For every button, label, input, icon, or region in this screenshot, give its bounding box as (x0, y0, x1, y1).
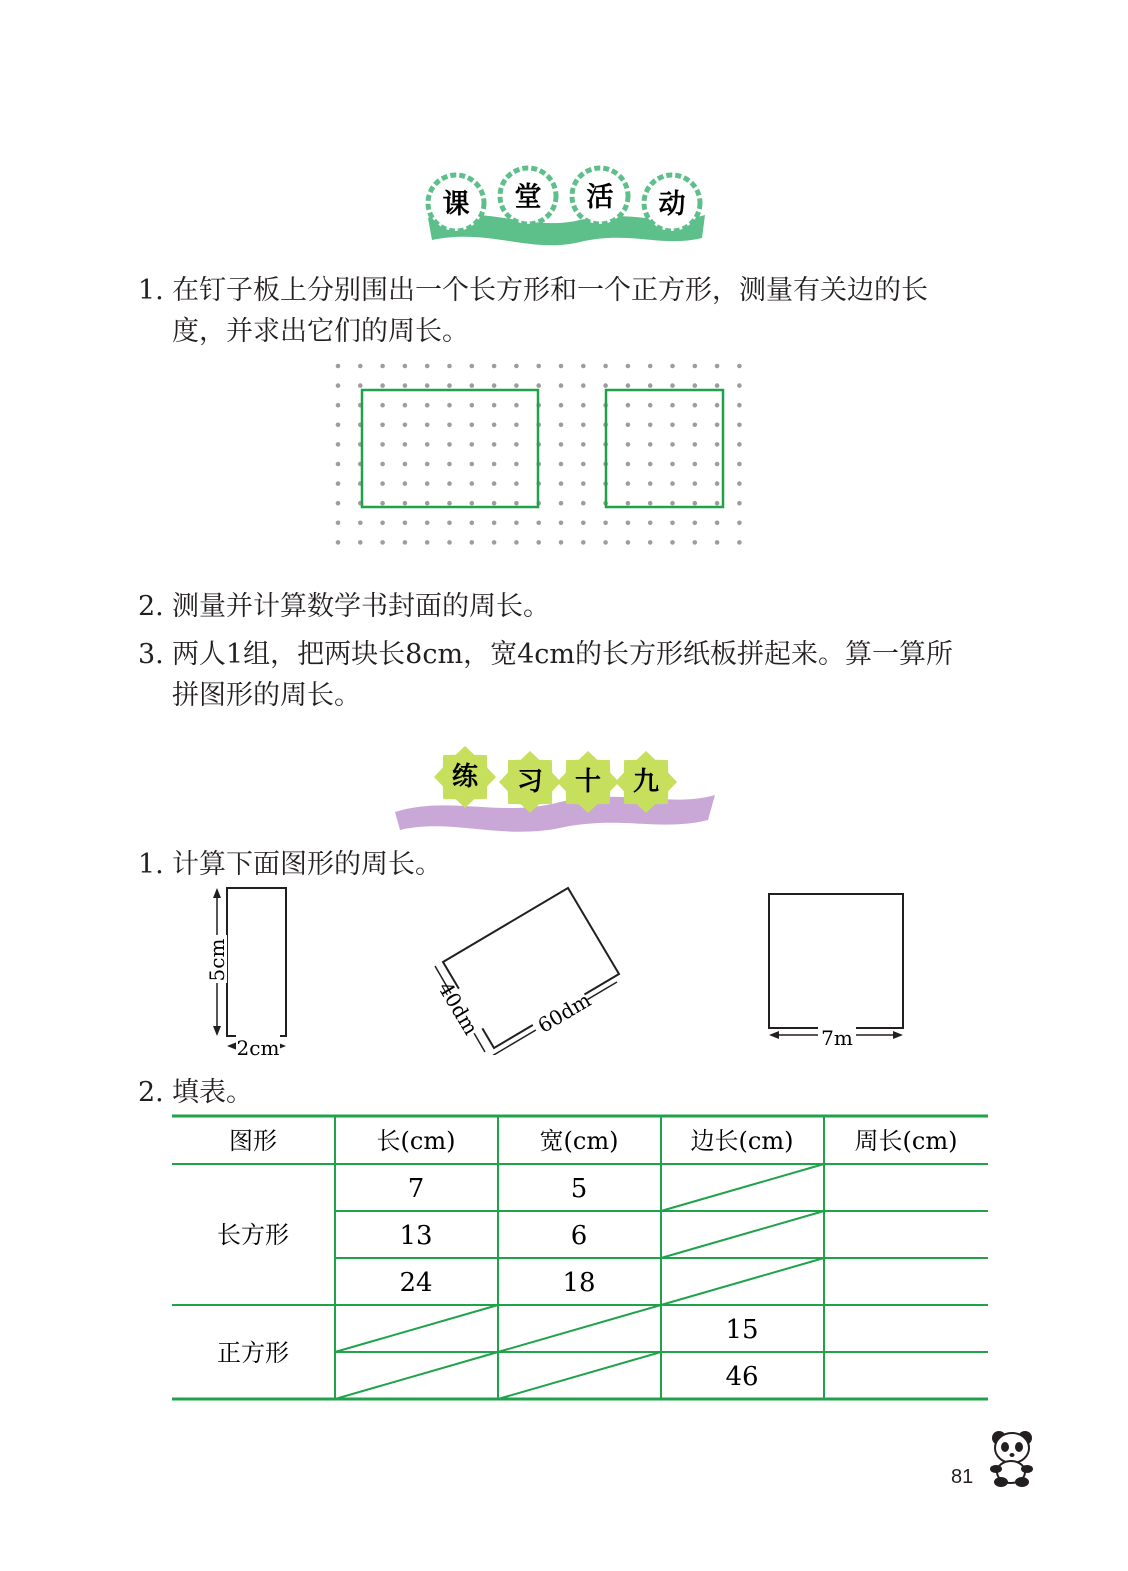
peg-dot (336, 540, 341, 545)
peg-dot (425, 481, 430, 486)
table-header-side: 边长(cm) (690, 1127, 794, 1155)
peg-dot (693, 364, 698, 369)
peg-dot (470, 501, 475, 506)
peg-dot (536, 540, 541, 545)
peg-dot (626, 403, 631, 408)
table-header-perimeter: 周长(cm) (854, 1127, 958, 1155)
peg-dot (715, 403, 720, 408)
peg-dot (626, 364, 631, 369)
peg-dot (715, 442, 720, 447)
peg-dot (559, 383, 564, 388)
peg-dot (581, 462, 586, 467)
page-number: 81 (951, 1466, 974, 1488)
peg-dot (670, 521, 675, 526)
peg-dot (693, 442, 698, 447)
peg-dot (715, 383, 720, 388)
peg-dot (559, 540, 564, 545)
peg-dot (336, 403, 341, 408)
peg-dot (715, 540, 720, 545)
peg-dot (403, 501, 408, 506)
peg-dot (581, 383, 586, 388)
peg-dot (559, 403, 564, 408)
peg-dot (715, 501, 720, 506)
peg-dot (715, 364, 720, 369)
exercise-q2-number: 2. (138, 1077, 164, 1108)
peg-dot (559, 442, 564, 447)
peg-dot (492, 364, 497, 369)
peg-dot (670, 364, 675, 369)
peg-dot (648, 442, 653, 447)
exercise-q2-text: 填表。 (172, 1077, 253, 1108)
exercise-char-3: 十 (574, 767, 602, 797)
peg-dot (492, 442, 497, 447)
peg-dot (693, 462, 698, 467)
peg-dot (670, 481, 675, 486)
peg-dot (447, 501, 452, 506)
peg-dot (425, 501, 430, 506)
peg-dot (648, 501, 653, 506)
peg-dot (648, 540, 653, 545)
peg-dot (648, 403, 653, 408)
peg-dot (648, 423, 653, 428)
peg-dot (447, 481, 452, 486)
peg-dot (514, 501, 519, 506)
pegboard-rectangle (362, 390, 538, 507)
peg-dot (380, 501, 385, 506)
peg-dot (715, 481, 720, 486)
peg-dot (403, 462, 408, 467)
peg-dot (514, 383, 519, 388)
table-rect3-width: 18 (562, 1268, 596, 1298)
peg-dot (403, 442, 408, 447)
peg-dot (626, 521, 631, 526)
peg-dot (581, 540, 586, 545)
activity-item-2-number: 2. (138, 591, 164, 622)
peg-dot (492, 540, 497, 545)
peg-dot (514, 403, 519, 408)
figure3-side-label: 7m (821, 1026, 853, 1050)
peg-dot (403, 403, 408, 408)
peg-dot (581, 521, 586, 526)
figure2-side-a-label: 40dm (433, 977, 484, 1039)
peg-dot (336, 364, 341, 369)
peg-dot (336, 501, 341, 506)
exercise-q2 (138, 1074, 253, 1112)
peg-dot (492, 521, 497, 526)
peg-dot (403, 540, 408, 545)
activity-item-3-line2: 拼图形的周长。 (172, 680, 361, 711)
peg-dot (737, 383, 742, 388)
peg-dot (603, 540, 608, 545)
peg-dot (648, 383, 653, 388)
peg-dot (470, 383, 475, 388)
peg-dot (470, 423, 475, 428)
peg-dot (670, 501, 675, 506)
exercise-q1 (138, 846, 442, 884)
peg-dot (626, 383, 631, 388)
peg-dot (425, 540, 430, 545)
peg-dot (670, 462, 675, 467)
peg-dot (737, 364, 742, 369)
peg-dot (581, 364, 586, 369)
table-header-shape: 图形 (229, 1127, 277, 1155)
exercise-q1-number: 1. (138, 849, 164, 880)
peg-dot (380, 383, 385, 388)
peg-dot (626, 481, 631, 486)
peg-dot (626, 462, 631, 467)
table-rect-label: 长方形 (217, 1221, 289, 1249)
peg-dot (559, 501, 564, 506)
activity-item-2-text: 测量并计算数学书封面的周长。 (172, 591, 550, 622)
peg-dot (737, 462, 742, 467)
peg-dot (514, 481, 519, 486)
peg-dot (514, 540, 519, 545)
peg-dot (447, 462, 452, 467)
activity-item-3-number: 3. (138, 639, 164, 670)
peg-dot (648, 481, 653, 486)
peg-dot (425, 462, 430, 467)
peg-dot (737, 442, 742, 447)
peg-dot (693, 501, 698, 506)
activity-char-4: 动 (658, 189, 686, 220)
pegboard-square (606, 390, 723, 507)
peg-dot (693, 423, 698, 428)
peg-dot (380, 462, 385, 467)
peg-dot (403, 423, 408, 428)
peg-dot (425, 364, 430, 369)
peg-dot (470, 403, 475, 408)
peg-dot (670, 442, 675, 447)
peg-dot (425, 423, 430, 428)
peg-dot (581, 442, 586, 447)
peg-dot (559, 462, 564, 467)
peg-dot (403, 521, 408, 526)
peg-dot (470, 462, 475, 467)
peg-dot (670, 423, 675, 428)
peg-dot (715, 521, 720, 526)
peg-dot (514, 442, 519, 447)
peg-dot (336, 481, 341, 486)
peg-dot (536, 383, 541, 388)
table-rect1-width: 5 (570, 1174, 588, 1204)
peg-dot (470, 521, 475, 526)
activity-item-1-line2: 度，并求出它们的周长。 (172, 316, 469, 347)
peg-dot (514, 423, 519, 428)
figure1-height-label: 5cm (205, 938, 229, 982)
figure-square (760, 885, 915, 1055)
peg-dot (648, 364, 653, 369)
peg-dot (447, 403, 452, 408)
peg-dot (603, 521, 608, 526)
peg-dot (603, 383, 608, 388)
table-square1-side: 15 (725, 1315, 759, 1345)
peg-dot (492, 501, 497, 506)
table-grid (172, 1116, 988, 1399)
table-rect2-length: 13 (399, 1221, 433, 1251)
activity-item-2 (138, 588, 550, 626)
peg-dot (670, 403, 675, 408)
peg-dot (670, 540, 675, 545)
peg-dot (380, 442, 385, 447)
panda-mascot-icon (985, 1425, 1040, 1490)
peg-dot (581, 481, 586, 486)
exercise-char-4: 九 (632, 767, 660, 797)
peg-dot (380, 481, 385, 486)
figure1-width-label: 2cm (236, 1036, 280, 1060)
peg-dot (693, 481, 698, 486)
peg-dot (336, 521, 341, 526)
peg-dot (403, 383, 408, 388)
figure-rectangle-rotated (425, 880, 630, 1055)
peg-dot (559, 423, 564, 428)
peg-dot (336, 423, 341, 428)
peg-dot (536, 364, 541, 369)
activity-item-1-text: 在钉子板上分别围出一个长方形和一个正方形，测量有关边的长 (172, 275, 928, 306)
peg-dot (737, 403, 742, 408)
activity-char-1: 课 (442, 189, 470, 220)
peg-dot (626, 540, 631, 545)
peg-dot (336, 442, 341, 447)
peg-dot (380, 540, 385, 545)
activity-item-1-number: 1. (138, 275, 164, 306)
peg-dot (559, 364, 564, 369)
peg-dot (380, 521, 385, 526)
peg-dot (447, 540, 452, 545)
peg-dot (603, 364, 608, 369)
peg-dot (380, 364, 385, 369)
peg-dot (626, 442, 631, 447)
activity-char-2: 堂 (514, 182, 542, 213)
table-rect3-length: 24 (399, 1268, 433, 1298)
table-header-width: 宽(cm) (539, 1127, 619, 1155)
peg-dot (380, 423, 385, 428)
peg-dot (648, 462, 653, 467)
peg-dot (492, 383, 497, 388)
exercise-char-2: 习 (516, 767, 544, 797)
pegboard-figure (325, 355, 755, 565)
peg-dot (693, 403, 698, 408)
peg-dot (648, 521, 653, 526)
peg-dot (447, 364, 452, 369)
peg-dot (581, 403, 586, 408)
peg-dot (737, 501, 742, 506)
peg-dot (358, 540, 363, 545)
figure-rectangle-tall (195, 880, 305, 1065)
table-square2-side: 46 (725, 1362, 759, 1392)
peg-dot (425, 442, 430, 447)
peg-dot (737, 521, 742, 526)
peg-dot (514, 364, 519, 369)
peg-dot (403, 364, 408, 369)
peg-dot (514, 462, 519, 467)
peg-dot (626, 423, 631, 428)
activity-header-banner (420, 160, 710, 250)
peg-dot (470, 481, 475, 486)
peg-dot (670, 383, 675, 388)
activity-char-3: 活 (586, 182, 614, 213)
peg-dot (693, 540, 698, 545)
peg-dot (737, 481, 742, 486)
peg-dot (559, 521, 564, 526)
perimeter-table (170, 1113, 992, 1403)
peg-dot (492, 403, 497, 408)
table-square-label: 正方形 (217, 1339, 289, 1367)
peg-dot (336, 462, 341, 467)
peg-dot (470, 442, 475, 447)
table-rect1-length: 7 (407, 1174, 425, 1204)
peg-dot (447, 521, 452, 526)
exercise-char-1: 练 (451, 762, 479, 792)
peg-dot (492, 423, 497, 428)
peg-dot (492, 462, 497, 467)
peg-dot (693, 383, 698, 388)
peg-dot (715, 462, 720, 467)
peg-dot (403, 481, 408, 486)
peg-dot (581, 423, 586, 428)
peg-dot (447, 383, 452, 388)
peg-dot (470, 540, 475, 545)
peg-dot (559, 481, 564, 486)
peg-dot (514, 521, 519, 526)
activity-item-3-line1 (138, 636, 953, 674)
figure2-side-b-label: 60dm (533, 987, 595, 1038)
peg-dot (626, 501, 631, 506)
activity-item-3-text: 两人1组，把两块长8cm，宽4cm的长方形纸板拼起来。算一算所 (172, 639, 953, 670)
peg-dot (581, 501, 586, 506)
peg-dot (380, 403, 385, 408)
peg-dot (447, 442, 452, 447)
peg-dot (447, 423, 452, 428)
exercise-header-banner (390, 740, 720, 835)
peg-dot (425, 403, 430, 408)
peg-dot (425, 521, 430, 526)
peg-dot (470, 364, 475, 369)
exercise-q1-text: 计算下面图形的周长。 (172, 849, 442, 880)
peg-dot (492, 481, 497, 486)
peg-dot (737, 423, 742, 428)
peg-dot (425, 383, 430, 388)
activity-item-1-line1 (138, 272, 928, 310)
table-rect2-width: 6 (570, 1221, 588, 1251)
peg-dot (358, 364, 363, 369)
table-header-length: 长(cm) (376, 1127, 456, 1155)
peg-dot (536, 521, 541, 526)
peg-dot (336, 383, 341, 388)
peg-dot (358, 521, 363, 526)
peg-dot (715, 423, 720, 428)
peg-dot (737, 540, 742, 545)
peg-dot (358, 383, 363, 388)
peg-dot (693, 521, 698, 526)
